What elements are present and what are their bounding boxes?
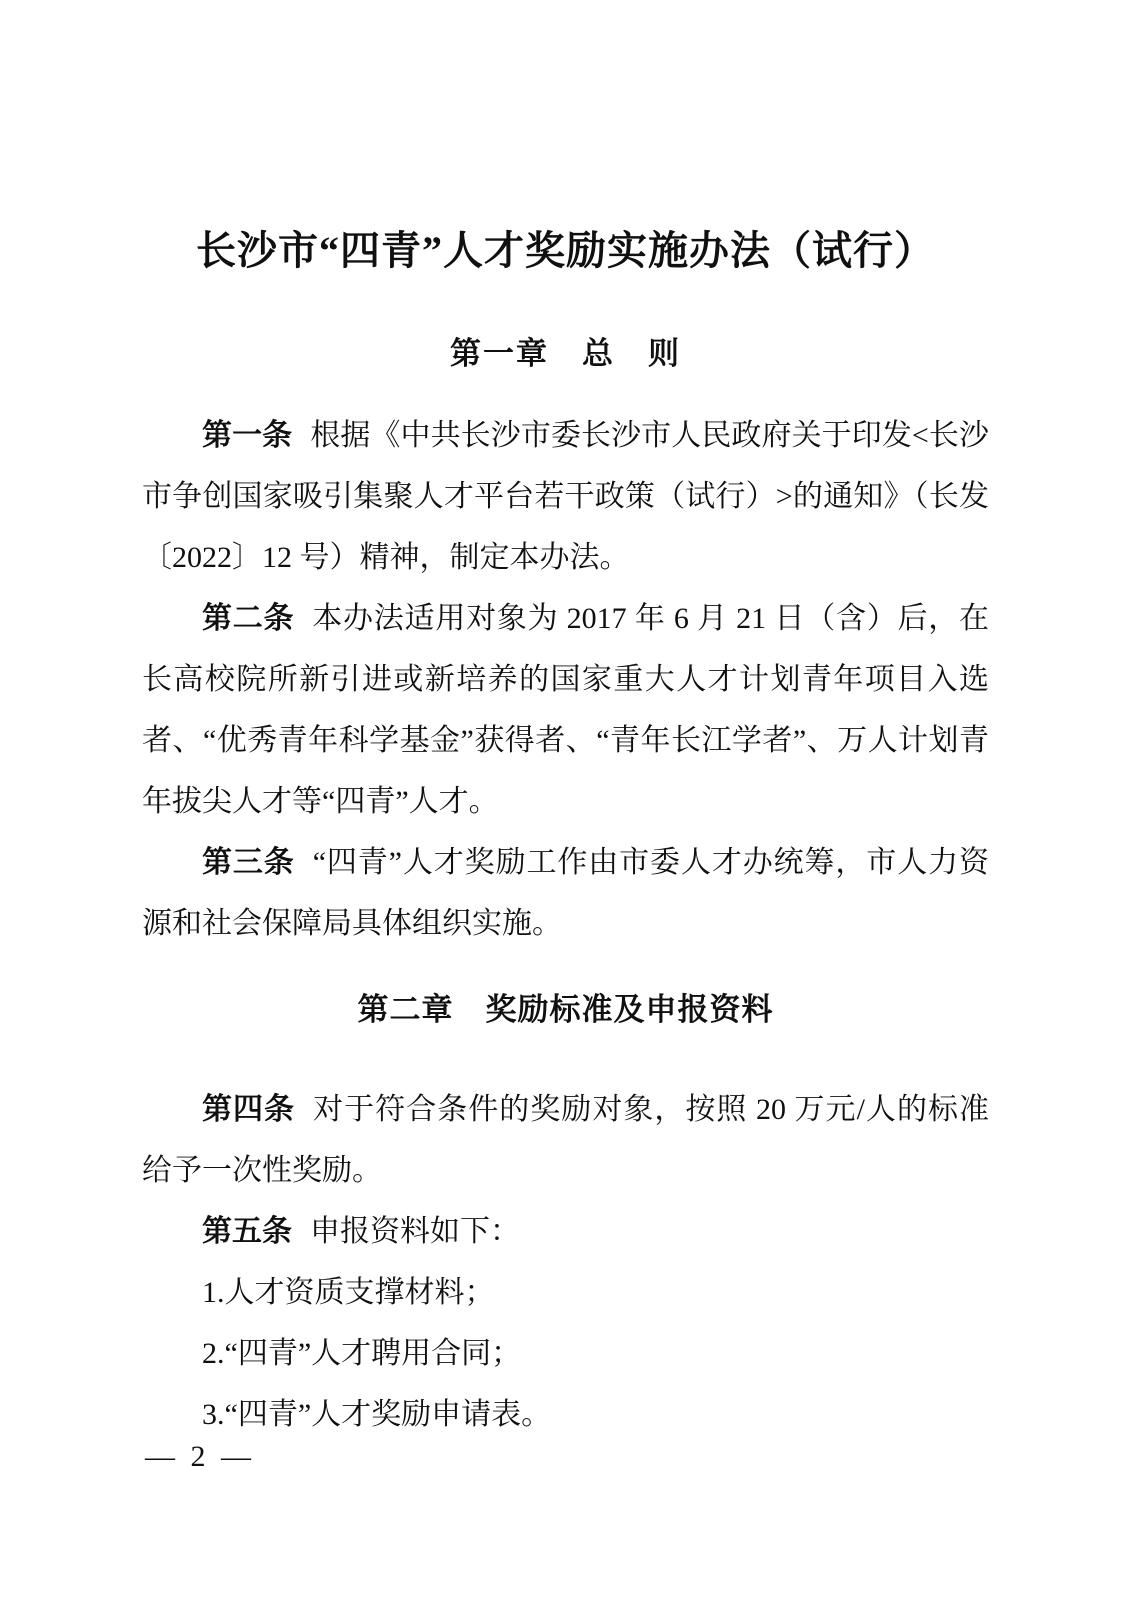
article-5	[142, 1201, 989, 1262]
article-2-text: 本办法适用对象为 2017 年 6 月 21 日（含）后，在长高校院所新引进或新培养的国家重大人才计划青年项目入选者、“优秀青年科学基金”获得者、“青年长江学者”、万人计划青年拔尖人才等“四青”人才。	[142, 601, 990, 818]
list-item-1: 1.人才资质支撑材料；	[202, 1275, 495, 1309]
article-1-text: 根据《中共长沙市委长沙市人民政府关于印发<长沙市争创国家吸引集聚人才平台若干政策（试行）>的通知》（长发〔2022〕12 号）精神，制定本办法。	[142, 418, 989, 574]
article-1	[142, 405, 989, 588]
chapter-2-heading: 第二章 奖励标准及申报资料	[357, 991, 774, 1027]
article-4	[142, 1079, 989, 1201]
article-2	[142, 588, 989, 832]
article-3-text: “四青”人才奖励工作由市委人才办统筹，市人力资源和社会保障局具体组织实施。	[142, 845, 989, 940]
document-title: 长沙市“四青”人才奖励实施办法（试行）	[196, 228, 935, 273]
list-item-3: 3.“四青”人才奖励申请表。	[202, 1397, 552, 1431]
article-5-text: 申报资料如下：	[310, 1214, 520, 1248]
article-3-label: 第三条	[202, 845, 295, 879]
chapter-1-body	[142, 405, 989, 954]
chapter-1-heading: 第一章 总 则	[450, 336, 681, 371]
article-2-label: 第二条	[202, 601, 295, 635]
chapter-2-body	[142, 1079, 989, 1445]
list-item-2: 2.“四青”人才聘用合同；	[202, 1336, 522, 1370]
article-1-label: 第一条	[202, 418, 293, 452]
page-number: — 2 —	[145, 1440, 255, 1473]
article-3	[142, 832, 989, 954]
article-5-label: 第五条	[202, 1214, 292, 1248]
article-4-label: 第四条	[202, 1092, 296, 1126]
article-4-text: 对于符合条件的奖励对象，按照 20 万元/人的标准给予一次性奖励。	[142, 1092, 990, 1187]
